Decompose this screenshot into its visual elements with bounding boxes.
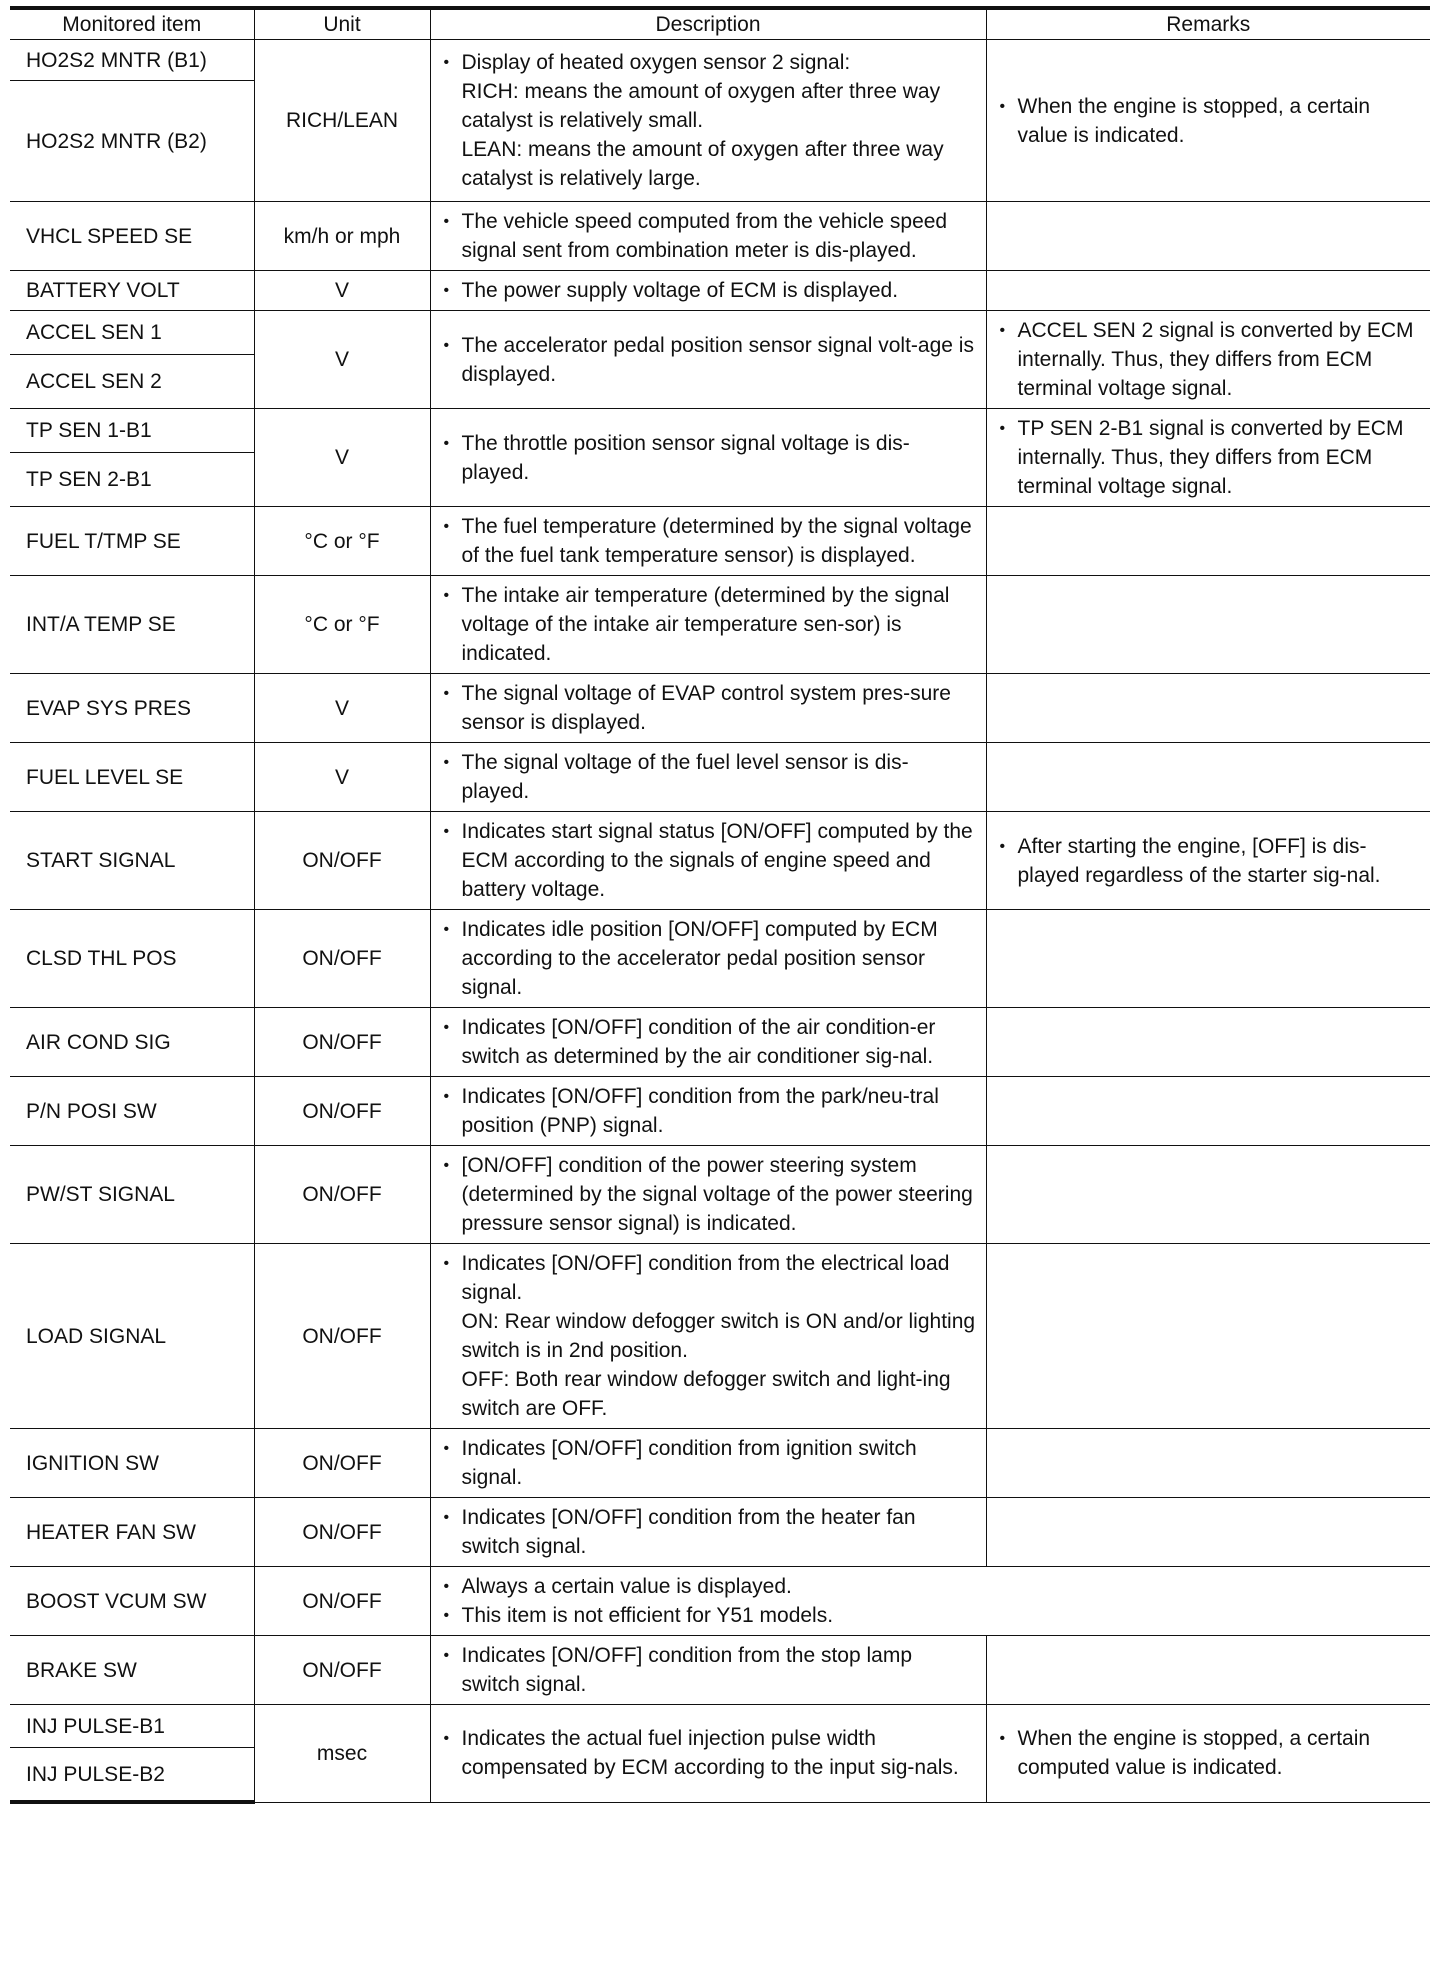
unit-cell: V — [254, 311, 430, 409]
remarks-cell — [986, 812, 1430, 910]
monitored-item: EVAP SYS PRES — [10, 674, 254, 743]
table-row — [10, 202, 1430, 271]
unit-cell: V — [254, 409, 430, 507]
bullet-item — [441, 48, 976, 193]
header-description: Description — [430, 8, 986, 40]
description-text: • Indicates [ON/OFF] condition from the park/neu-tral position (PNP) signal. — [441, 1082, 976, 1140]
description-text: • The vehicle speed computed from the vehicle speed signal sent from combination meter is dis-played. — [441, 207, 976, 265]
unit-cell: ON/OFF — [254, 1567, 430, 1636]
monitored-item: AIR COND SIG — [10, 1008, 254, 1077]
table-row — [10, 1244, 1430, 1429]
monitored-items-table — [10, 6, 1430, 1804]
description-text: • The fuel temperature (determined by the signal voltage of the fuel tank temperature sensor) is displayed. — [441, 512, 976, 570]
table-row — [10, 1008, 1430, 1077]
description-cell — [430, 812, 986, 910]
unit-cell: V — [254, 271, 430, 311]
unit-cell: V — [254, 743, 430, 812]
table-row — [10, 409, 1430, 453]
remark-text: • ACCEL SEN 2 signal is converted by ECM internally. Thus, they differs from ECM terminal voltage signal. — [997, 316, 1421, 403]
description-cell — [430, 409, 986, 507]
description-line: RICH: means the amount of oxygen after three way catalyst is relatively small. — [461, 80, 941, 132]
description-cell — [430, 1244, 986, 1429]
unit-cell: ON/OFF — [254, 1498, 430, 1567]
description-text: • The intake air temperature (determined by the signal voltage of the intake air temperature sen-sor) is indicated. — [441, 581, 976, 668]
description-cell — [430, 507, 986, 576]
description-cell — [430, 1077, 986, 1146]
description-text: • This item is not efficient for Y51 models. — [441, 1601, 1421, 1630]
bullet-item — [441, 1249, 976, 1423]
table-row — [10, 1705, 1430, 1748]
monitored-item: HO2S2 MNTR (B1) — [10, 40, 254, 81]
monitored-item: ACCEL SEN 1 — [10, 311, 254, 355]
table-row — [10, 576, 1430, 674]
description-text: • Indicates the actual fuel injection pulse width compensated by ECM according to the input sig-nals. — [441, 1724, 976, 1782]
remarks-cell — [986, 674, 1430, 743]
description-cell — [430, 674, 986, 743]
table-row — [10, 1636, 1430, 1705]
monitored-item: CLSD THL POS — [10, 910, 254, 1008]
remarks-cell — [986, 507, 1430, 576]
remark-text: • After starting the engine, [OFF] is dis-played regardless of the starter sig-nal. — [997, 832, 1421, 890]
remarks-cell — [986, 1636, 1430, 1705]
remarks-cell — [986, 409, 1430, 507]
description-text: • Indicates [ON/OFF] condition from ignition switch signal. — [441, 1434, 976, 1492]
header-unit: Unit — [254, 8, 430, 40]
description-cell — [430, 1705, 986, 1803]
unit-cell: °C or °F — [254, 507, 430, 576]
description-cell — [430, 743, 986, 812]
remarks-cell — [986, 1244, 1430, 1429]
monitored-item: ACCEL SEN 2 — [10, 354, 254, 408]
monitored-item: HO2S2 MNTR (B2) — [10, 81, 254, 202]
description-text: • The signal voltage of EVAP control system pres-sure sensor is displayed. — [441, 679, 976, 737]
monitored-item: VHCL SPEED SE — [10, 202, 254, 271]
monitored-item: INJ PULSE-B2 — [10, 1748, 254, 1803]
remarks-cell — [986, 1146, 1430, 1244]
remarks-cell — [986, 576, 1430, 674]
monitored-item: BRAKE SW — [10, 1636, 254, 1705]
description-text: • Indicates idle position [ON/OFF] computed by ECM according to the accelerator pedal position sensor signal. — [441, 915, 976, 1002]
table-row — [10, 1567, 1430, 1636]
remarks-cell — [986, 743, 1430, 812]
description-text: • Indicates start signal status [ON/OFF] computed by the ECM according to the signals of engine speed and battery voltage. — [441, 817, 976, 904]
table-row — [10, 910, 1430, 1008]
remarks-cell — [986, 40, 1430, 202]
unit-cell: ON/OFF — [254, 1077, 430, 1146]
table-header-row — [10, 8, 1430, 40]
remarks-cell — [986, 1008, 1430, 1077]
description-text: • Always a certain value is displayed. — [441, 1572, 1421, 1601]
unit-cell: km/h or mph — [254, 202, 430, 271]
description-cell — [430, 576, 986, 674]
description-text: • The accelerator pedal position sensor signal volt-age is displayed. — [441, 331, 976, 389]
monitored-item: INT/A TEMP SE — [10, 576, 254, 674]
table-row — [10, 1077, 1430, 1146]
monitored-item: TP SEN 1-B1 — [10, 409, 254, 453]
unit-cell: ON/OFF — [254, 812, 430, 910]
unit-cell: ON/OFF — [254, 910, 430, 1008]
description-line: ON: Rear window defogger switch is ON and/or lighting switch is in 2nd position. — [461, 1310, 976, 1362]
remarks-cell — [986, 1498, 1430, 1567]
header-monitored-item: Monitored item — [10, 8, 254, 40]
unit-cell: ON/OFF — [254, 1008, 430, 1077]
remarks-cell — [986, 1429, 1430, 1498]
table-row — [10, 743, 1430, 812]
unit-cell: msec — [254, 1705, 430, 1803]
monitored-item: P/N POSI SW — [10, 1077, 254, 1146]
description-cell — [430, 1146, 986, 1244]
table-row — [10, 1498, 1430, 1567]
monitored-item: BATTERY VOLT — [10, 271, 254, 311]
description-text: • The throttle position sensor signal voltage is dis-played. — [441, 429, 976, 487]
remark-text: • When the engine is stopped, a certain computed value is indicated. — [997, 1724, 1421, 1782]
description-line: OFF: Both rear window defogger switch and light-ing switch are OFF. — [461, 1368, 951, 1420]
monitored-item: FUEL T/TMP SE — [10, 507, 254, 576]
monitored-item: PW/ST SIGNAL — [10, 1146, 254, 1244]
table-row — [10, 674, 1430, 743]
description-text: Display of heated oxygen sensor 2 signal: — [461, 51, 851, 74]
remarks-cell — [986, 311, 1430, 409]
monitored-item: INJ PULSE-B1 — [10, 1705, 254, 1748]
description-cell — [430, 1008, 986, 1077]
description-cell — [430, 1498, 986, 1567]
description-cell — [430, 311, 986, 409]
description-cell — [430, 1567, 1430, 1636]
table-row — [10, 1429, 1430, 1498]
monitored-item: BOOST VCUM SW — [10, 1567, 254, 1636]
unit-cell: ON/OFF — [254, 1429, 430, 1498]
unit-cell: ON/OFF — [254, 1244, 430, 1429]
table-row — [10, 271, 1430, 311]
unit-cell: RICH/LEAN — [254, 40, 430, 202]
description-cell — [430, 202, 986, 271]
remarks-cell — [986, 271, 1430, 311]
monitored-item: HEATER FAN SW — [10, 1498, 254, 1567]
description-cell — [430, 271, 986, 311]
remarks-cell — [986, 1705, 1430, 1803]
description-cell — [430, 910, 986, 1008]
table-row — [10, 40, 1430, 81]
unit-cell: V — [254, 674, 430, 743]
monitored-item: IGNITION SW — [10, 1429, 254, 1498]
description-text: • The power supply voltage of ECM is displayed. — [441, 276, 976, 305]
description-text: • [ON/OFF] condition of the power steering system (determined by the signal voltage of the power steering pressure sensor signal) is indicated. — [441, 1151, 976, 1238]
unit-cell: ON/OFF — [254, 1636, 430, 1705]
remark-text: • TP SEN 2-B1 signal is converted by ECM internally. Thus, they differs from ECM terminal voltage signal. — [997, 414, 1421, 501]
monitored-item: TP SEN 2-B1 — [10, 452, 254, 506]
remarks-cell — [986, 202, 1430, 271]
table-row — [10, 507, 1430, 576]
description-text: • Indicates [ON/OFF] condition from the heater fan switch signal. — [441, 1503, 976, 1561]
description-text: • Indicates [ON/OFF] condition of the air condition-er switch as determined by the air conditioner sig-nal. — [441, 1013, 976, 1071]
description-text: • The signal voltage of the fuel level sensor is dis-played. — [441, 748, 976, 806]
remarks-cell — [986, 1077, 1430, 1146]
table-row — [10, 1146, 1430, 1244]
monitored-item: LOAD SIGNAL — [10, 1244, 254, 1429]
description-line: LEAN: means the amount of oxygen after three way catalyst is relatively large. — [461, 138, 944, 190]
unit-cell: ON/OFF — [254, 1146, 430, 1244]
description-cell — [430, 40, 986, 202]
unit-cell: °C or °F — [254, 576, 430, 674]
description-cell — [430, 1429, 986, 1498]
description-text: Indicates [ON/OFF] condition from the electrical load signal. — [461, 1252, 950, 1304]
monitored-item: FUEL LEVEL SE — [10, 743, 254, 812]
header-remarks: Remarks — [986, 8, 1430, 40]
description-cell — [430, 1636, 986, 1705]
table-row — [10, 311, 1430, 355]
remarks-cell — [986, 910, 1430, 1008]
monitored-item: START SIGNAL — [10, 812, 254, 910]
description-text: • Indicates [ON/OFF] condition from the stop lamp switch signal. — [441, 1641, 976, 1699]
remark-text: • When the engine is stopped, a certain value is indicated. — [997, 92, 1421, 150]
table-row — [10, 812, 1430, 910]
